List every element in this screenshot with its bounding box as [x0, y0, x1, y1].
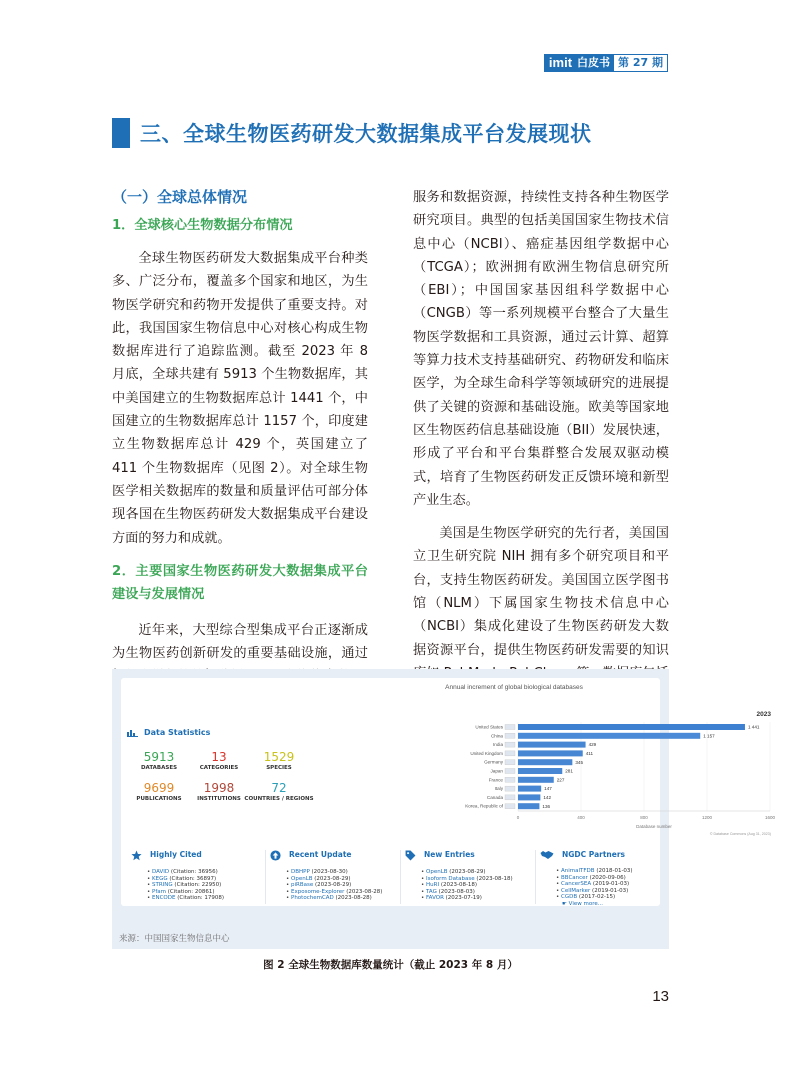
bar: [518, 803, 539, 809]
box-title-text: New Entries: [424, 850, 475, 860]
paragraph-usa: 美国是生物医学研究的先行者，美国国立卫生研究院 NIH 拥有多个研究项目和平台，支持生物医药研发。美国国立医学图书馆（NLM）下属国家生物技术信息中心（NCBI）集成化建设了生物医药研发大数据资源平台，提供生物医药研发需要的知识: [413, 526, 669, 658]
country-flag-icon: [505, 804, 515, 809]
item-detail: (Citation: 20861): [165, 888, 215, 895]
category-label: Korea, Republic of: [465, 803, 503, 809]
database-link[interactable]: CGDB: [561, 894, 578, 901]
x-tick-label: 0: [516, 815, 520, 820]
page-number: 13: [652, 988, 669, 1005]
stat-number: 13: [211, 750, 227, 764]
bar: [518, 742, 586, 748]
item-detail: (Citation: 36897): [167, 875, 217, 882]
list-item[interactable]: • DBHPP (2023-08-30): [286, 869, 348, 875]
list-item[interactable]: • BBCancer (2020-09-06): [556, 874, 626, 881]
data-label: 345: [575, 759, 584, 765]
list-item[interactable]: • STRING (Citation: 22950): [147, 882, 222, 889]
box-list: [540, 868, 660, 901]
box-title: [540, 850, 660, 860]
item-detail: (2017-02-15): [577, 894, 616, 901]
left-column: [112, 186, 368, 689]
item-detail: (2023-08-29): [312, 875, 351, 882]
list-item[interactable]: • OpenLB (2023-08-29): [421, 869, 486, 875]
bar: [518, 733, 700, 739]
item-detail: (2023-08-30): [309, 869, 348, 875]
bar-chart: [331, 678, 776, 836]
country-flag-icon: [505, 751, 515, 756]
country-flag-icon: [505, 777, 515, 782]
chart-credit: © Database Commons (Aug 31, 2023): [709, 832, 771, 836]
country-flag-icon: [505, 733, 515, 738]
item-detail: (Citation: 36956): [169, 869, 218, 875]
database-link[interactable]: Pfam: [152, 888, 166, 895]
item-detail: (2019-01-03): [590, 887, 629, 894]
database-link[interactable]: PhotochemCAD: [291, 895, 334, 902]
data-label: 1 441: [747, 724, 760, 730]
issue-number: 第 27 期: [613, 54, 668, 72]
box-new-entries: [400, 850, 525, 904]
database-link[interactable]: KEGG: [152, 875, 168, 882]
database-link[interactable]: FAVOR: [426, 895, 444, 902]
stat-label: CATEGORIES: [199, 765, 239, 771]
list-item[interactable]: • CGDB (2017-02-15): [556, 894, 616, 901]
box-title-text: NGDC Partners: [562, 849, 626, 859]
item-detail: (2023-08-18): [474, 875, 513, 882]
list-item[interactable]: • Exposome-Explorer (2023-08-28): [286, 888, 383, 895]
country-flag-icon: [505, 795, 515, 800]
country-flag-icon: [505, 725, 515, 730]
database-link[interactable]: DAVID: [152, 869, 170, 875]
x-tick-label: 400: [577, 815, 585, 820]
data-label: 281: [565, 768, 573, 774]
database-link[interactable]: BBCancer: [561, 874, 588, 881]
chart-year-label: 2023: [756, 711, 771, 718]
item-detail: (2023-08-18): [439, 882, 478, 889]
category-label: Canada: [486, 794, 503, 800]
category-label: Italy: [494, 786, 503, 792]
stat-countries-regions: [243, 781, 315, 803]
item-detail: (2023-08-29): [313, 882, 352, 889]
stat-label: DATABASES: [140, 765, 178, 771]
box-highly-cited: [131, 850, 256, 904]
data-label: 1 157: [703, 733, 715, 739]
stat-label: SPECIES: [266, 765, 292, 771]
box-title: [270, 850, 390, 861]
section-title-text: 三、全球生物医药研发大数据集成平台发展现状: [140, 122, 592, 146]
item-detail: (2020-09-06): [587, 874, 626, 881]
stat-label: INSTITUTIONS: [197, 796, 241, 802]
handshake-icon: [540, 850, 554, 860]
category-label: France: [488, 777, 503, 783]
paragraph-platforms: 服务和数据资源，持续性支持各种生物医学研究项目。典型的包括美国国家生物技术信息中心（NCBI）、癌症基因组学数据中心（TCGA）；欧洲拥有欧洲生物信息研究所（EBI）；中国国家基因组科学数据中心（CNGB）等一系列规模平台整合了大量生物医学数据和工具资源，通过云计算、超算等算力技术支持基础研究、药物研发和临床医学，为全球生命科学等领域研究的进展提供了关键的资源和基础设施。欧美等国家地区生物医药信息基础设施（BII）发展快速，形成了平台和平台集群整合发展双驱动模式，培育了生物医药研发正反馈环境和新型产业生态。: [413, 190, 669, 508]
database-link[interactable]: AnimalTFDB: [561, 868, 595, 874]
title-bar-marker: [112, 118, 130, 148]
category-label: Germany: [484, 759, 503, 765]
box-title-text: Highly Cited: [150, 850, 202, 860]
stat-number: 1998: [203, 781, 235, 795]
country-flag-icon: [505, 742, 515, 747]
database-link[interactable]: ENCODE: [152, 895, 176, 902]
box-title: [131, 850, 256, 861]
data-label: 429: [588, 742, 597, 748]
category-label: Japan: [490, 768, 503, 774]
database-link[interactable]: DBHPP: [291, 869, 310, 875]
database-link[interactable]: piRBase: [291, 882, 314, 889]
tag-icon: [405, 850, 416, 861]
bar: [518, 759, 572, 765]
data-label: 411: [585, 751, 594, 756]
stat-label: PUBLICATIONS: [136, 796, 182, 802]
database-link[interactable]: OpenLB: [291, 875, 313, 882]
x-axis-label: Database number: [636, 824, 672, 829]
item-detail: (2023-08-28): [344, 888, 383, 895]
bar: [518, 750, 583, 756]
country-flag-icon: [505, 760, 515, 765]
bar: [518, 768, 562, 774]
item-detail: (2023-07-19): [443, 895, 482, 902]
figure-source: 来源：中国国家生物信息中心: [119, 934, 230, 944]
data-statistics-title: [127, 728, 210, 737]
list-item[interactable]: • PhotochemCAD (2023-08-28): [286, 895, 372, 902]
stat-number: 1529: [263, 750, 295, 764]
figure-2: [112, 669, 776, 949]
box-list: [131, 869, 256, 902]
stat-number: 9699: [143, 781, 175, 795]
box-title: [405, 850, 525, 861]
stat-label: COUNTRIES / REGIONS: [244, 796, 314, 802]
data-statistics-label: Data Statistics: [144, 728, 211, 737]
bar-chart-icon: [127, 728, 138, 737]
list-item[interactable]: • Pfam (Citation: 20861): [147, 888, 215, 895]
category-label: China: [490, 733, 503, 739]
country-flag-icon: [505, 786, 515, 791]
database-link[interactable]: TAG: [426, 888, 437, 895]
item-detail: (2023-08-29): [447, 869, 486, 875]
arrow-up-icon: [270, 850, 281, 861]
list-item[interactable]: • CellMarker (2019-01-03): [556, 887, 629, 894]
heading-platform-dev: 2．主要国家生物医药研发大数据集成平台建设与发展情况: [112, 563, 368, 602]
list-item[interactable]: • TAG (2023-08-03): [421, 888, 475, 895]
bar: [518, 777, 554, 783]
x-tick-label: 1600: [764, 815, 776, 820]
box-recent-update: [265, 850, 390, 904]
box-ngdc-partners: [535, 849, 660, 907]
list-item[interactable]: • OpenLB (2023-08-29): [286, 875, 351, 882]
database-link[interactable]: OpenLB: [426, 869, 448, 875]
category-label: United Kingdom: [470, 750, 503, 756]
x-tick-label: 1200: [701, 815, 713, 820]
heading-global-overview: （一）全球总体情况: [112, 188, 248, 206]
category-label: United States: [475, 724, 503, 730]
stat-species: [243, 750, 315, 772]
paragraph-core-data: 全球生物医药研发大数据集成平台种类多、广泛分布，覆盖多个国家和地区，为生物医学研究和药物开发提供了重要支持。对此，我国国家生物信息中心对核心构成生物数据库进行了追踪监测。截至 2023 年 8 月底，全球共建有 5913 个生物数据库，其中美国建立的生物数据库总计 1441 个，中国建立的生物数据库总计 1157 个，印度建立生物数据库总计 429 个，英国建立了 411 个生物数据库（见图 2）。对全球生物医学相关数据库的数量和质量评估可部分体现各国在生物医药研发大数据集成平台建设方面的努力和成就。: [112, 251, 368, 546]
figure-caption: 图 2 全球生物数据库数量统计（截止 2023 年 8 月）: [263, 959, 518, 971]
imit-logo: imit: [544, 54, 577, 72]
star-icon: [131, 850, 142, 861]
box-list: [405, 869, 525, 902]
item-detail: (Citation: 22950): [172, 882, 222, 889]
database-link[interactable]: CellMarker: [561, 887, 591, 894]
list-item[interactable]: • ENCODE (Citation: 17908): [147, 895, 225, 902]
country-flag-icon: [505, 769, 515, 774]
data-label: 147: [544, 786, 552, 792]
stat-number: 72: [271, 781, 287, 795]
data-label: 136: [542, 803, 551, 809]
item-detail: (2018-01-03): [594, 868, 633, 874]
x-tick-label: 800: [640, 815, 648, 820]
data-label: 227: [556, 777, 565, 783]
list-item[interactable]: • HuRI (2023-08-18): [421, 882, 478, 889]
series-label: 白皮书: [577, 54, 613, 72]
bar: [518, 724, 745, 730]
chart-title: Annual increment of global biological databases: [445, 684, 583, 691]
list-item[interactable]: • Isoform Database (2023-08-18): [421, 875, 513, 882]
database-link[interactable]: Isoform Database: [426, 875, 475, 882]
box-title-text: Recent Update: [289, 850, 352, 860]
list-item[interactable]: • KEGG (Citation: 36897): [147, 875, 217, 882]
item-detail: (2023-08-03): [436, 888, 475, 895]
view-more-link[interactable]: ☛ View more...: [562, 900, 603, 907]
paragraph-platform-dev: 近年来，大型综合型集成平台正逐渐成为生物医药创新研发的重要基础设施，通过: [112, 622, 368, 662]
section-title: [112, 118, 592, 148]
item-detail: (Citation: 17908): [175, 895, 225, 902]
item-detail: (2019-01-03): [591, 881, 630, 888]
item-detail: (2023-08-28): [333, 895, 372, 902]
data-label: 142: [543, 795, 552, 800]
right-column: [413, 186, 669, 685]
database-link[interactable]: STRING: [152, 882, 173, 889]
stat-number: 5913: [143, 750, 175, 764]
list-item[interactable]: • FAVOR (2023-07-19): [421, 895, 482, 902]
figure-panel: [121, 678, 776, 907]
database-link[interactable]: HuRI: [426, 882, 440, 889]
database-link[interactable]: Exposome-Explorer: [291, 888, 345, 895]
list-item[interactable]: • AnimalTFDB (2018-01-03): [556, 868, 633, 874]
issue-badge: [544, 54, 668, 72]
list-item[interactable]: • DAVID (Citation: 36956): [147, 869, 218, 875]
category-label: India: [493, 742, 503, 748]
box-list: [270, 869, 390, 902]
bar: [518, 786, 541, 792]
heading-core-data: 1．全球核心生物数据分布情况: [112, 218, 293, 233]
list-item[interactable]: • piRBase (2023-08-29): [286, 882, 352, 889]
list-item[interactable]: • CancerSEA (2019-01-03): [556, 881, 630, 888]
bar: [518, 794, 540, 800]
database-link[interactable]: CancerSEA: [561, 881, 592, 888]
